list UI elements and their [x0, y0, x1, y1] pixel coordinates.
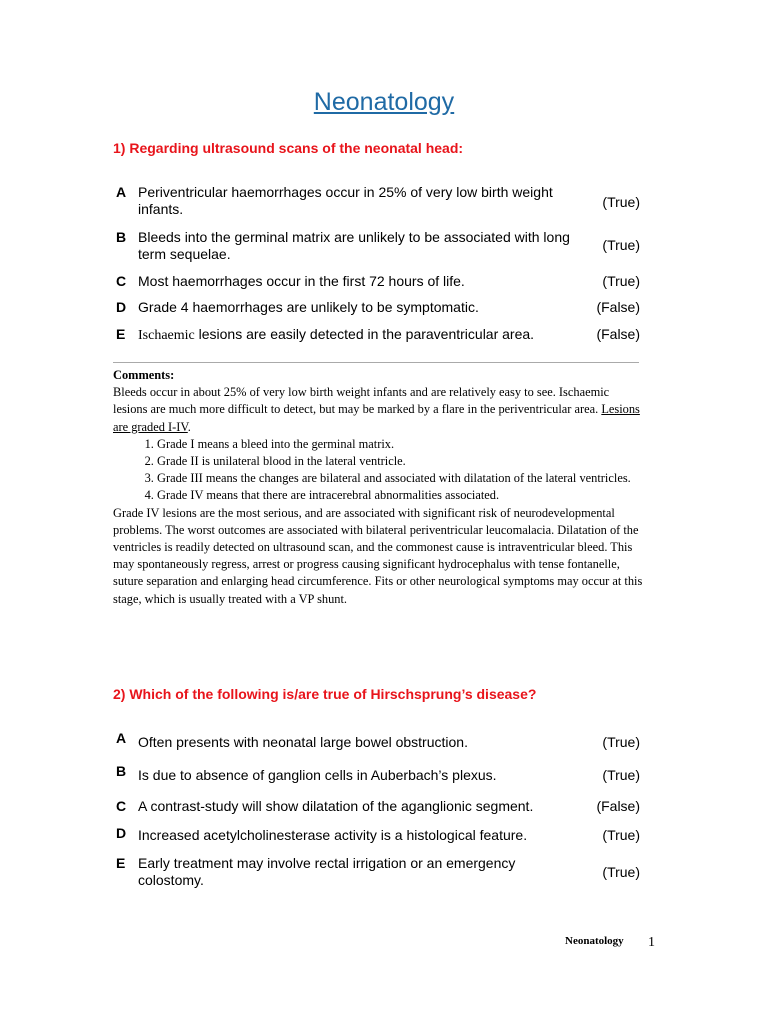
option-answer: (False) [596, 798, 640, 814]
option-text: Early treatment may involve rectal irrigation or an emergency colostomy. [138, 855, 516, 888]
grade-item: 1. Grade I means a bleed into the germinal matrix. [157, 436, 643, 453]
option-letter: A [116, 184, 127, 200]
option-text: Grade 4 haemorrhages are unlikely to be symptomatic. [138, 299, 479, 315]
comments-intro [113, 384, 643, 436]
option-text: Bleeds into the germinal matrix are unlikely to be associated with long term sequelae. [138, 229, 570, 262]
option-answer: (False) [596, 326, 640, 342]
question-2-heading: 2) Which of the following is/are true of Hirschsprung’s disease? [113, 686, 537, 702]
grade-item: 2. Grade II is unilateral blood in the lateral ventricle. [157, 453, 643, 470]
option-text [138, 326, 583, 344]
option-letter: A [116, 730, 127, 746]
comments-intro-text: Bleeds occur in about 25% of very low birth weight infants and are relatively easy to see. Ischaemic lesions are much more difficult to detect, but may be marked by a flare in the periventricular area. [113, 385, 610, 417]
option-letter: E [116, 326, 126, 342]
option-letter: E [116, 855, 126, 871]
page-title: Neonatology [313, 88, 455, 116]
option-answer: (True) [602, 827, 640, 843]
option-text: Most haemorrhages occur in the first 72 hours of life. [138, 273, 465, 289]
comments-outro: Grade IV lesions are the most serious, and are associated with significant risk of neurodevelopmental problems. The worst outcomes are associated with bilateral periventricular leucomalacia. Dilatation of the ventricles is readily detected on ultrasound scan, and the commonest cause is intraventricular bleed. This may spontaneously regress, arrest or progress causing significant hydrocephalus with tense fontanelle, suture separation and enlarging head circumference. Fits or other neurological symptoms may occur at this stage, which is usually treated with a VP shunt. [113, 505, 643, 606]
option-answer: (False) [596, 299, 640, 315]
option-letter: D [116, 825, 127, 841]
option-answer: (True) [602, 237, 640, 253]
option-letter: B [116, 763, 127, 779]
option-text: Often presents with neonatal large bowel obstruction. [138, 734, 468, 750]
option-text: Increased acetylcholinesterase activity is a histological feature. [138, 827, 528, 843]
page-number: 1 [648, 935, 655, 950]
comments-graded-end: . [187, 419, 191, 434]
comments-graded: Lesions are graded I-IV [113, 402, 640, 434]
option-text-serif: Ischaemic [138, 328, 195, 343]
option-answer: (True) [602, 734, 640, 750]
option-answer: (True) [602, 273, 640, 289]
footer-label: Neonatology [565, 935, 624, 947]
option-letter: C [116, 273, 127, 289]
grade-item: 4. Grade IV means that there are intracerebral abnormalities associated. [157, 487, 643, 504]
option-answer: (True) [602, 864, 640, 880]
grade-list [113, 436, 643, 505]
option-letter: C [116, 798, 127, 814]
divider [113, 362, 639, 363]
comments-title: Comments: [113, 368, 175, 382]
option-text: Periventricular haemorrhages occur in 25% of very low birth weight infants. [138, 184, 553, 217]
option-text-rest: lesions are easily detected in the paraventricular area. [194, 326, 535, 342]
option-letter: D [116, 299, 127, 315]
question-1-heading: 1) Regarding ultrasound scans of the neonatal head: [113, 140, 464, 156]
grade-item: 3. Grade III means the changes are bilateral and associated with dilatation of the lateral ventricles. [157, 470, 643, 487]
option-letter: B [116, 229, 127, 245]
comments-block [113, 367, 643, 608]
option-text: A contrast-study will show dilatation of the aganglionic segment. [138, 798, 534, 814]
option-answer: (True) [602, 767, 640, 783]
option-text: Is due to absence of ganglion cells in Auberbach’s plexus. [138, 767, 497, 783]
option-answer: (True) [602, 194, 640, 210]
